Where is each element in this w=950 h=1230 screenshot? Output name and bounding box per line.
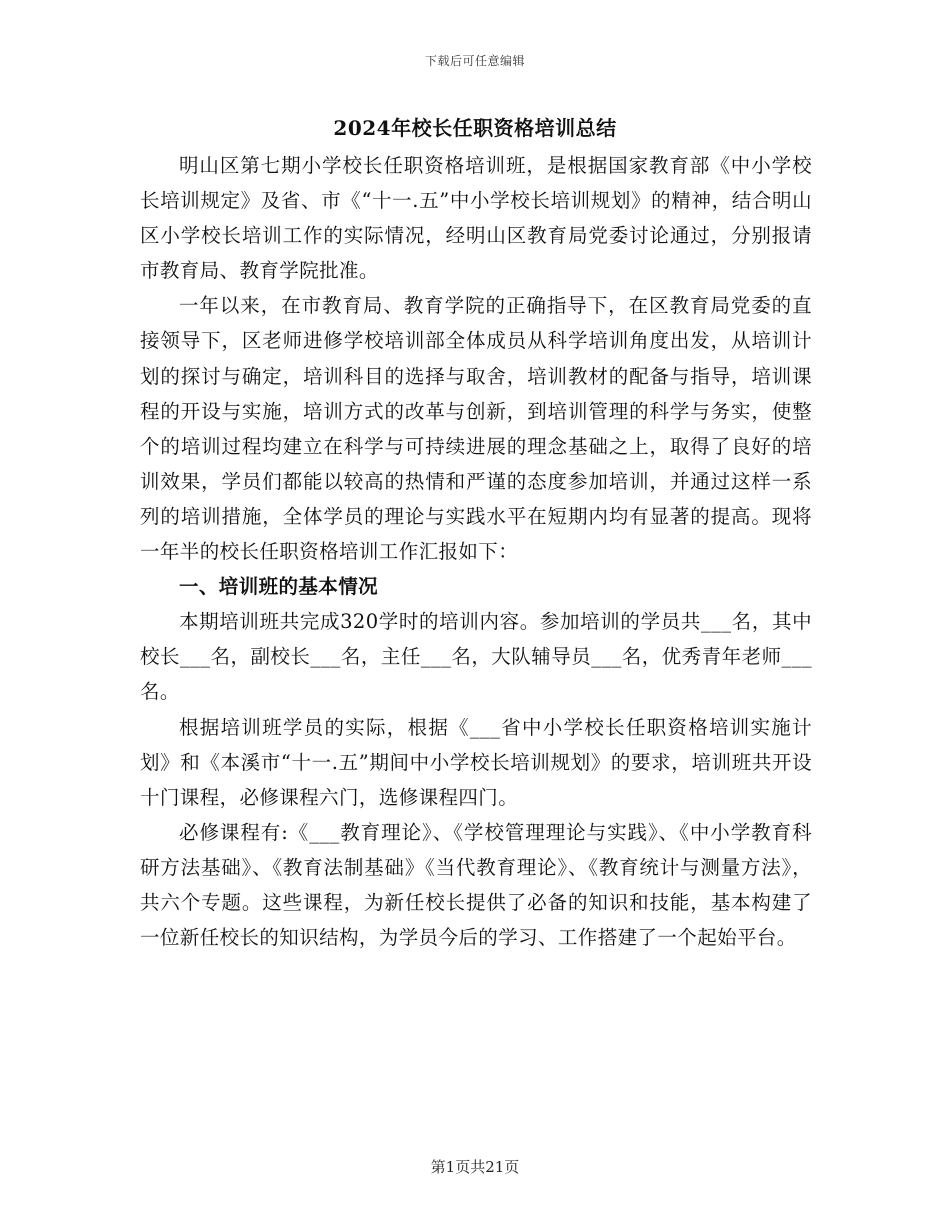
paragraph-curriculum: 根据培训班学员的实际，根据《___省中小学校长任职资格培训实施计划》和《本溪市“十一.五”期间中小学校长培训规划》的要求，培训班共开设十门课程，必修课程六门，选修课程四门。 xyxy=(140,715,812,809)
document-body xyxy=(140,148,812,955)
paragraph-enrollment: 本期培训班共完成320学时的培训内容。参加培训的学员共___名，其中校长___名，副校长___名，主任___名，大队辅导员___名，优秀青年老师___名。 xyxy=(140,610,812,704)
section-heading-basic-info: 一、培训班的基本情况 xyxy=(179,575,379,599)
page-header-note: 下载后可任意编辑 xyxy=(424,54,525,68)
document-title: 2024年校长任职资格培训总结 xyxy=(333,116,617,140)
paragraph-intro: 明山区第七期小学校长任职资格培训班，是根据国家教育部《中小学校长培训规定》及省、市《“十一.五”中小学校长培训规划》的精神，结合明山区小学校长培训工作的实际情况，经明山区教育局党委讨论通过，分别报请市教育局、教育学院批准。 xyxy=(140,154,812,283)
paragraph-overview: 一年以来，在市教育局、教育学院的正确指导下，在区教育局党委的直接领导下，区老师进修学校培训部全体成员从科学培训角度出发，从培训计划的探讨与确定，培训科目的选择与取舍，培训教材的配备与指导，培训课程的开设与实施，培训方式的改革与创新，到培训管理的科学与务实，使整个的培训过程均建立在科学与可持续进展的理念基础之上，取得了良好的培训效果，学员们都能以较高的热情和严谨的态度参加培训，并通过这样一系列的培训措施，全体学员的理论与实践水平在短期内均有显著的提高。现将一年半的校长任职资格培训工作汇报如下： xyxy=(140,294,812,564)
paragraph-required-courses: 必修课程有:《___教育理论》、《学校管理理论与实践》、《中小学教育科研方法基础》、《教育法制基础》《当代教育理论》、《教育统计与测量方法》，共六个专题。这些课程，为新任校长提供了必备的知识和技能，基本构建了一位新任校长的知识结构，为学员今后的学习、工作搭建了一个起始平台。 xyxy=(140,820,812,950)
page-footer-number: 第1页共21页 xyxy=(430,1158,520,1176)
